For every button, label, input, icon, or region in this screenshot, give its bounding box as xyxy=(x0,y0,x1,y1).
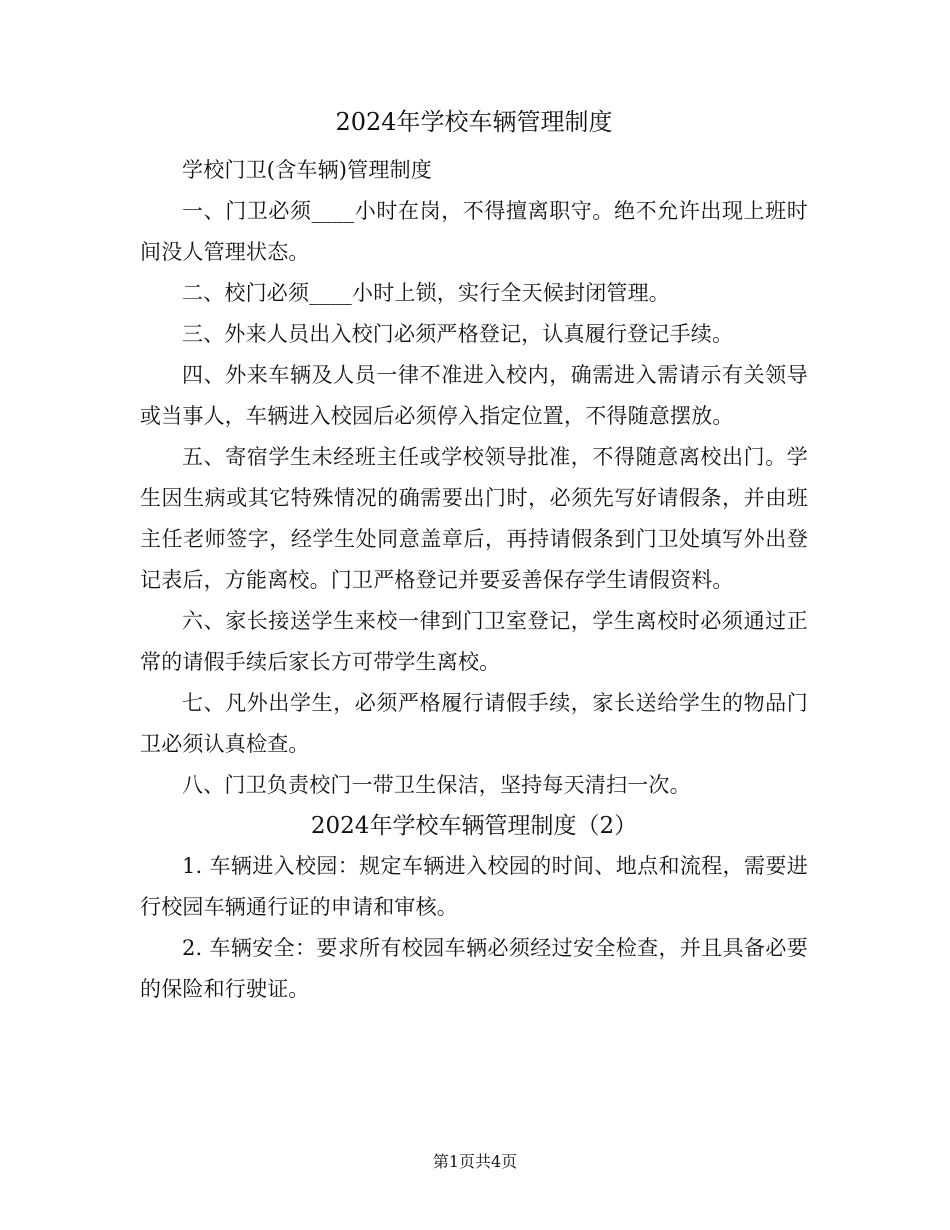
page-number-footer: 第1页共4页 xyxy=(432,1152,518,1171)
section2-paragraph-1: 1. 车辆进入校园：规定车辆进入校园的时间、地点和流程，需要进行校园车辆通行证的申请和审核。 xyxy=(140,854,808,919)
section-subtitle: 学校门卫(含车辆)管理制度 xyxy=(182,158,432,182)
paragraph-2: 二、校门必须____小时上锁，实行全天候封闭管理。 xyxy=(182,281,670,305)
paragraph-6: 六、家长接送学生来校一律到门卫室登记，学生离校时必须通过正常的请假手续后家长方可带学生离校。 xyxy=(140,609,808,674)
paragraph-1: 一、门卫必须____小时在岗，不得擅离职守。绝不允许出现上班时间没人管理状态。 xyxy=(140,199,808,264)
paragraph-5: 五、寄宿学生未经班主任或学校领导批准，不得随意离校出门。学生因生病或其它特殊情况的确需要出门时，必须先写好请假条，并由班主任老师签字，经学生处同意盖章后，再持请假条到门卫处填写外出登记表后，方能离校。门卫严格登记并要妥善保存学生请假资料。 xyxy=(140,445,808,592)
section2-title: 2024年学校车辆管理制度（2） xyxy=(310,813,638,839)
document-body xyxy=(140,100,808,1010)
paragraph-4: 四、外来车辆及人员一律不准进入校内，确需进入需请示有关领导或当事人，车辆进入校园后必须停入指定位置，不得随意摆放。 xyxy=(140,363,808,428)
paragraph-7: 七、凡外出学生，必须严格履行请假手续，家长送给学生的物品门卫必须认真检查。 xyxy=(140,691,808,756)
paragraph-8: 八、门卫负责校门一带卫生保洁，坚持每天清扫一次。 xyxy=(182,773,691,797)
document-title: 2024年学校车辆管理制度 xyxy=(335,108,613,136)
section2-paragraph-2: 2. 车辆安全：要求所有校园车辆必须经过安全检查，并且具备必要的保险和行驶证。 xyxy=(140,936,808,1001)
paragraph-3: 三、外来人员出入校门必须严格登记，认真履行登记手续。 xyxy=(182,322,734,346)
